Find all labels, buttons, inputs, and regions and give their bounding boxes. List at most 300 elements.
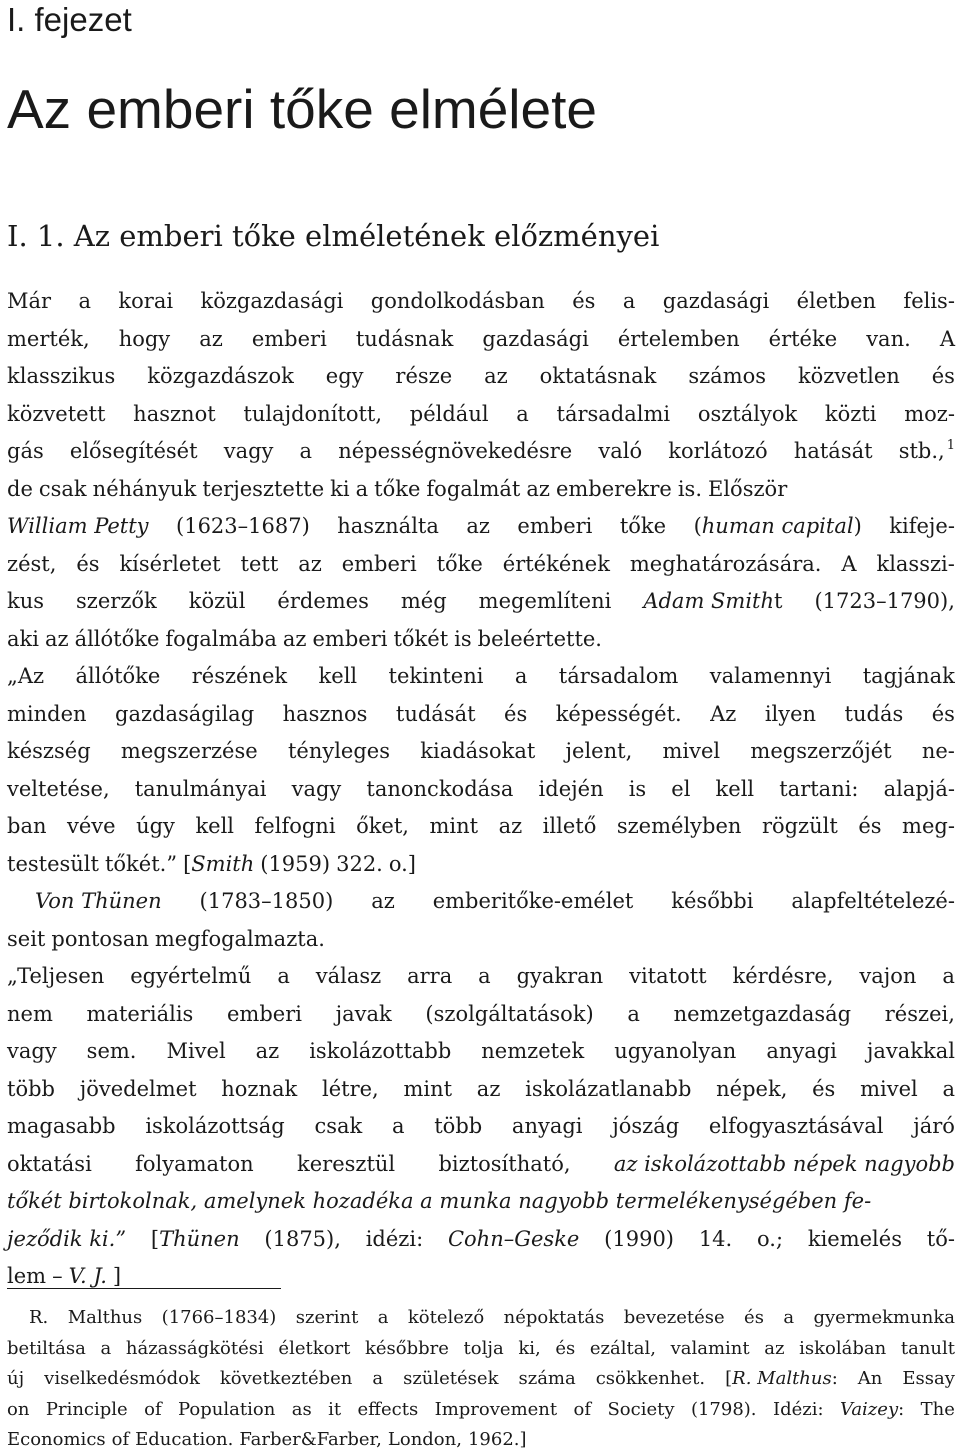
footnote-word: viselkedésmódok: [44, 1368, 200, 1389]
body-word: emberi: [251, 326, 327, 351]
body-word: Von Thünen: [35, 889, 162, 913]
footnote-word: és: [555, 1337, 576, 1359]
chapter-label: I. fejezet: [7, 1, 132, 38]
body-word: személyben: [616, 814, 742, 838]
body-word: is.: [677, 476, 703, 501]
body-word: közvetlen: [797, 364, 900, 388]
body-word: seit: [7, 926, 46, 951]
body-word: merték,: [7, 326, 90, 351]
body-word: vagy: [223, 439, 274, 463]
body-word: mint: [429, 814, 479, 838]
body-word: ]: [112, 1264, 122, 1288]
body-word: társadalmi: [556, 401, 671, 426]
body-line: [7, 1071, 955, 1109]
body-word: gazdaságilag: [115, 701, 255, 726]
body-word: Mivel: [166, 1039, 226, 1063]
body-line: [7, 583, 955, 621]
body-word: későbbi: [671, 889, 754, 913]
body-word: moz-: [904, 401, 955, 426]
body-word: anyagi: [766, 1039, 837, 1063]
body-line: [7, 358, 955, 396]
body-word: készség: [7, 739, 91, 763]
body-line: [7, 996, 955, 1034]
body-word: érdemes: [277, 589, 369, 613]
body-word: a: [478, 964, 491, 988]
body-word: az: [298, 551, 322, 576]
body-line: [7, 1258, 955, 1296]
footnote-line: [7, 1425, 955, 1456]
body-word: közgazdasági: [200, 289, 344, 313]
body-word: és: [572, 289, 596, 313]
body-word: vagy: [291, 776, 342, 801]
body-word: tényleges: [287, 739, 390, 763]
body-word: a: [78, 289, 91, 313]
footnote-word: Essay: [902, 1368, 955, 1389]
body-word: képességét.: [555, 701, 682, 726]
body-word: tanulmányai: [134, 776, 267, 801]
body-word: és: [858, 814, 882, 838]
body-word: emberi: [517, 514, 593, 538]
body-line: [7, 1033, 955, 1071]
body-word: (1723–1790),: [814, 589, 955, 613]
body-word: (1623–1687): [176, 514, 310, 538]
body-word: oktatási: [7, 1151, 92, 1176]
body-word: a: [627, 1001, 640, 1026]
footnote-word: csökkenhet.: [595, 1368, 706, 1389]
body-word: osztályok: [697, 401, 798, 426]
footnote-word: as: [291, 1398, 312, 1420]
footnote-word: bevezetése: [623, 1307, 725, 1328]
body-word: (szolgáltatások): [425, 1001, 594, 1026]
body-line: [7, 1108, 955, 1146]
footnote-line: [7, 1364, 955, 1395]
footnote-word: (1766–1834): [161, 1307, 277, 1328]
body-word: –: [52, 1264, 63, 1288]
body-word: egyértelmű: [130, 964, 252, 988]
footnote-word: Farber&Farber,: [239, 1429, 382, 1450]
body-line: [7, 958, 955, 996]
body-word: közül: [188, 589, 246, 613]
body-word: „Az: [7, 664, 45, 688]
body-word: arra: [407, 964, 453, 988]
body-word: és: [931, 701, 955, 726]
body-word: tőkét: [393, 626, 449, 651]
footnote-word: következtében: [219, 1368, 353, 1389]
body-word: létre,: [322, 1076, 379, 1101]
footnote-word: házasságkötési: [125, 1337, 264, 1359]
body-word: közti: [824, 401, 877, 426]
body-word: a: [942, 1076, 955, 1101]
footnote-word: ezáltal,: [589, 1337, 656, 1359]
body-word: az: [199, 326, 223, 351]
footnote-word: of: [573, 1398, 592, 1420]
body-line: [7, 546, 955, 584]
footnote-word: népoktatás: [503, 1307, 605, 1328]
body-word: korlátozó: [668, 439, 768, 463]
body-word: nemzetek: [481, 1039, 585, 1063]
footnote-word: valamint: [670, 1337, 750, 1359]
body-word: csak: [314, 1114, 363, 1138]
body-word: magasabb: [7, 1114, 116, 1138]
footnote-word: a: [372, 1368, 384, 1389]
body-word: ilyen: [764, 701, 817, 726]
body-word: iskolázatlanabb: [525, 1076, 692, 1101]
footnote-line: [7, 1334, 955, 1365]
footnote-line: [7, 1395, 955, 1426]
footnote-word: An: [857, 1368, 883, 1389]
body-word: A: [939, 326, 955, 351]
body-word: veltetése,: [7, 776, 110, 801]
body-word: (1990): [604, 1226, 675, 1251]
body-word: tőkét birtokolnak, amelynek hozadéka a munka nagyobb termelékenységében fe-: [7, 1189, 872, 1213]
body-line: [7, 1146, 955, 1184]
footnote-divider: [7, 1288, 281, 1289]
body-word: kell: [195, 814, 235, 838]
body-word: korai: [118, 289, 174, 313]
body-word: értékének: [502, 551, 610, 576]
body-word: biztosítható,: [438, 1151, 571, 1176]
body-word: az: [476, 1076, 501, 1101]
footnote-word: későbbre: [364, 1337, 449, 1359]
body-word: az: [44, 626, 69, 651]
footnote-word: betiltása: [7, 1337, 86, 1359]
footnote-word: on: [7, 1398, 30, 1420]
footnote-word: Idézi:: [772, 1398, 824, 1420]
body-word: fogalmát: [426, 476, 521, 501]
body-word: tőke: [436, 551, 483, 576]
body-word: kérdésre,: [732, 964, 834, 988]
body-word: iskolázottság: [145, 1114, 285, 1138]
body-word: a: [391, 1114, 405, 1138]
body-line: [7, 396, 955, 434]
footnote-word: The: [920, 1398, 955, 1420]
body-word: őket,: [356, 814, 409, 838]
body-word: ne-: [921, 739, 955, 763]
footnote-line: [7, 1303, 955, 1334]
body-word: a: [277, 964, 290, 988]
body-word: William Petty: [7, 514, 149, 538]
body-word: gazdasági: [482, 326, 589, 351]
body-word: a: [622, 289, 636, 313]
body-word: emberekre: [555, 476, 672, 501]
body-word: hasznos: [282, 701, 368, 726]
body-word: népességnövekedésre: [338, 439, 573, 463]
body-word: aki: [7, 626, 39, 651]
body-word: klasszikus: [7, 364, 116, 388]
body-word: jövedelmet: [79, 1076, 197, 1101]
body-word: megszerzése: [120, 739, 258, 763]
footnote-word: R.: [29, 1307, 49, 1328]
body-word: tudás: [844, 701, 904, 726]
footnote-word: száma: [518, 1368, 576, 1389]
body-word: anyagi: [511, 1114, 583, 1138]
body-line: [7, 771, 955, 809]
body-word: javakkal: [866, 1039, 955, 1063]
body-word: mivel: [662, 739, 721, 763]
body-line: [7, 1221, 955, 1259]
body-word: a: [942, 964, 955, 988]
footnote-word: gyermekmunka: [813, 1307, 955, 1328]
footnote-word: a: [783, 1307, 795, 1328]
body-word: való: [598, 439, 643, 463]
body-word: rögzült: [761, 814, 838, 838]
body-word: elfogyasztásával: [708, 1114, 884, 1138]
body-word: járó: [913, 1114, 955, 1138]
body-word: kifeje-: [889, 514, 955, 538]
body-word: felfogni: [254, 814, 336, 838]
body-word: Az: [710, 701, 737, 726]
chapter-title: Az emberi tőke elmélete: [7, 78, 597, 140]
body-word: népek,: [716, 1076, 788, 1101]
body-word: sem.: [86, 1039, 137, 1063]
body-word: gazdasági: [662, 289, 770, 313]
body-word: megemlíteni: [478, 589, 612, 613]
footnote-word: ki,: [518, 1337, 541, 1359]
body-word: terjesztette: [202, 476, 325, 501]
body-word: vajon: [859, 964, 917, 988]
footnote-word: of: [144, 1398, 162, 1420]
footnote-word: Economics: [7, 1429, 106, 1450]
body-word: materiális: [86, 1001, 194, 1026]
body-word: (human capital): [693, 514, 862, 538]
body-word: idézi:: [365, 1226, 424, 1251]
footnote-word: tanult: [900, 1337, 955, 1359]
body-word: számos: [688, 364, 767, 388]
body-word: klasszi-: [876, 551, 955, 576]
body-word: emberi: [226, 1001, 302, 1026]
footnote-word: a: [100, 1337, 112, 1359]
footnote-word: Society: [607, 1398, 675, 1420]
body-word: iskolázottabb: [309, 1039, 452, 1063]
body-word: megszerzőjét: [750, 739, 892, 763]
body-word: a: [516, 401, 529, 426]
body-word: felis-: [903, 289, 955, 313]
body-line: [7, 283, 955, 321]
body-word: Cohn–Geske: [447, 1226, 580, 1251]
body-word: (1959): [260, 851, 331, 876]
body-word: gás: [7, 439, 44, 463]
body-line: [7, 846, 955, 884]
body-word: gondolkodásban: [370, 289, 545, 313]
footnote-word: Education.: [135, 1429, 234, 1450]
body-word: el: [671, 776, 691, 801]
body-word: kísérletet: [119, 551, 221, 576]
body-line: [7, 883, 955, 921]
body-word: alapjá-: [883, 776, 955, 801]
body-word: is: [628, 776, 647, 801]
body-word: és: [504, 701, 528, 726]
body-word: néhányuk: [92, 476, 197, 501]
body-word: is: [454, 626, 472, 651]
body-word: ugyanolyan: [614, 1039, 737, 1063]
footnote-word: [R. Malthus:: [725, 1368, 838, 1389]
body-word: közvetett: [7, 401, 106, 426]
body-word: véve: [67, 814, 116, 838]
body-word: beleértette.: [477, 626, 602, 651]
body-word: tett: [240, 551, 279, 576]
body-word: az: [255, 1039, 280, 1063]
body-word: állótőke: [75, 664, 161, 688]
body-word: vitatott: [629, 964, 707, 988]
body-word: tőke: [619, 514, 667, 538]
body-word: meg-: [902, 814, 955, 838]
body-word: elősegítését: [69, 439, 198, 463]
body-word: tanonckodása: [366, 776, 514, 801]
body-line: [7, 733, 955, 771]
body-word: hasznot: [133, 401, 216, 426]
body-word: a: [299, 439, 313, 463]
body-word: több: [7, 1076, 55, 1101]
body-word: hoznak: [221, 1076, 298, 1101]
body-word: tő-: [926, 1226, 955, 1251]
body-word: egy: [325, 364, 364, 388]
body-line: [7, 658, 955, 696]
body-word: mivel: [860, 1076, 918, 1101]
body-word: tőke: [374, 476, 421, 501]
footnote-word: 1962.]: [467, 1429, 527, 1450]
body-word: az: [282, 626, 307, 651]
footnote-word: it: [328, 1398, 342, 1420]
body-word: a: [355, 476, 369, 501]
footnote-word: az: [764, 1337, 785, 1359]
body-word: hatását: [793, 439, 873, 463]
body-word: az: [526, 476, 550, 501]
footnote-word: életkort: [278, 1337, 351, 1359]
body-word: a: [514, 664, 528, 688]
footnote-word: (1798).: [690, 1398, 757, 1420]
section-heading: I. 1. Az emberi tőke elméletének előzményei: [7, 219, 660, 253]
body-word: az: [466, 514, 490, 538]
body-word: tagjának: [862, 664, 955, 688]
body-line: [7, 471, 955, 509]
body-word: testesült: [7, 851, 99, 876]
body-word: emberi: [341, 551, 417, 576]
body-word: „Teljesen: [7, 964, 105, 988]
body-word: például: [409, 401, 489, 426]
footnote-word: a: [377, 1307, 389, 1328]
body-word: részének: [191, 664, 288, 688]
body-word: több: [434, 1114, 483, 1138]
footnote-word: London,: [387, 1429, 462, 1450]
body-line: [7, 508, 955, 546]
footnote-word: új: [7, 1368, 25, 1389]
body-word: közgazdászok: [147, 364, 294, 388]
body-word: tekinteni: [388, 664, 484, 688]
body-word: kus: [7, 589, 45, 613]
body-word: emberitőke-emélet: [432, 889, 634, 913]
body-word: o.;: [757, 1226, 784, 1251]
body-word: pontosan: [51, 926, 149, 951]
body-word: ban: [7, 814, 47, 838]
body-word: keresztül: [297, 1151, 396, 1176]
body-word: vagy: [7, 1039, 57, 1063]
footnote-word: tolja: [463, 1337, 504, 1359]
body-line: [7, 808, 955, 846]
body-word: jószág: [612, 1114, 680, 1138]
body-word: nemzetgazdaság: [673, 1001, 852, 1026]
footnote-word: Malthus: [67, 1307, 143, 1328]
body-word: tartani:: [779, 776, 859, 801]
body-word: [Thünen: [150, 1226, 240, 1251]
body-word: tudásnak: [355, 326, 454, 351]
body-word: Először: [708, 476, 788, 501]
body-word: tudását: [395, 701, 476, 726]
body-word: van.: [866, 326, 911, 351]
body-text: [7, 283, 955, 1296]
body-word: o.]: [388, 851, 417, 876]
body-word: 14.: [698, 1226, 733, 1251]
body-word: ki: [330, 476, 350, 501]
body-word: (1783–1850): [199, 889, 334, 913]
body-word: stb., $^1$: [898, 438, 955, 463]
footnote-word: Vaizey:: [839, 1398, 905, 1420]
body-word: de: [7, 476, 33, 501]
body-word: használta: [337, 514, 439, 538]
footnote-word: iskolában: [799, 1337, 887, 1359]
body-word: gyakran: [516, 964, 604, 988]
footnote-word: Population: [178, 1398, 276, 1420]
body-line: [7, 621, 955, 659]
body-word: fogalmába: [165, 626, 277, 651]
footnote-word: Principle: [45, 1398, 128, 1420]
body-word: úgy: [136, 814, 175, 838]
footnote-word: és: [744, 1307, 764, 1328]
body-word: [Smith: [183, 851, 255, 876]
body-word: értelemben: [617, 326, 740, 351]
body-word: tulajdonított,: [243, 401, 383, 426]
footnote-reference: 1: [946, 438, 955, 453]
body-line: [7, 433, 955, 471]
body-word: oktatásnak: [539, 364, 657, 388]
footnote-word: születések: [403, 1368, 499, 1389]
body-word: az: [371, 889, 395, 913]
body-word: minden: [7, 701, 87, 726]
body-word: és: [76, 551, 100, 576]
body-line: [7, 921, 955, 959]
body-word: zést,: [7, 551, 57, 576]
body-word: jelent,: [565, 739, 633, 763]
body-word: életben: [796, 289, 877, 313]
body-word: szerzők: [76, 589, 157, 613]
body-word: és: [812, 1076, 836, 1101]
body-line: [7, 1183, 955, 1221]
body-line: [7, 696, 955, 734]
body-word: állótőke: [74, 626, 160, 651]
body-word: meghatározására.: [629, 551, 822, 576]
footnotes: [7, 1303, 955, 1456]
body-word: kiemelés: [807, 1226, 902, 1251]
body-word: 322.: [336, 851, 383, 876]
body-word: csak: [38, 476, 87, 501]
footnote-word: effects: [357, 1398, 419, 1420]
footnote-word: kötelező: [407, 1307, 485, 1328]
body-word: az: [498, 814, 523, 838]
body-word: A: [841, 551, 857, 576]
body-word: és: [931, 364, 955, 388]
body-line: [7, 321, 955, 359]
body-word: Adam Smitht: [643, 589, 783, 613]
body-word: értéke: [768, 326, 838, 351]
body-word: tőkét.”: [104, 851, 178, 876]
body-word: hogy: [118, 326, 171, 351]
body-word: V. J.: [68, 1264, 107, 1288]
footnote-word: of: [111, 1429, 130, 1450]
body-word: válasz: [315, 964, 382, 988]
body-word: Már: [7, 289, 52, 313]
body-word: jeződik ki.”: [7, 1226, 127, 1251]
body-word: lem: [7, 1264, 47, 1288]
footnote-word: Improvement: [434, 1398, 558, 1420]
